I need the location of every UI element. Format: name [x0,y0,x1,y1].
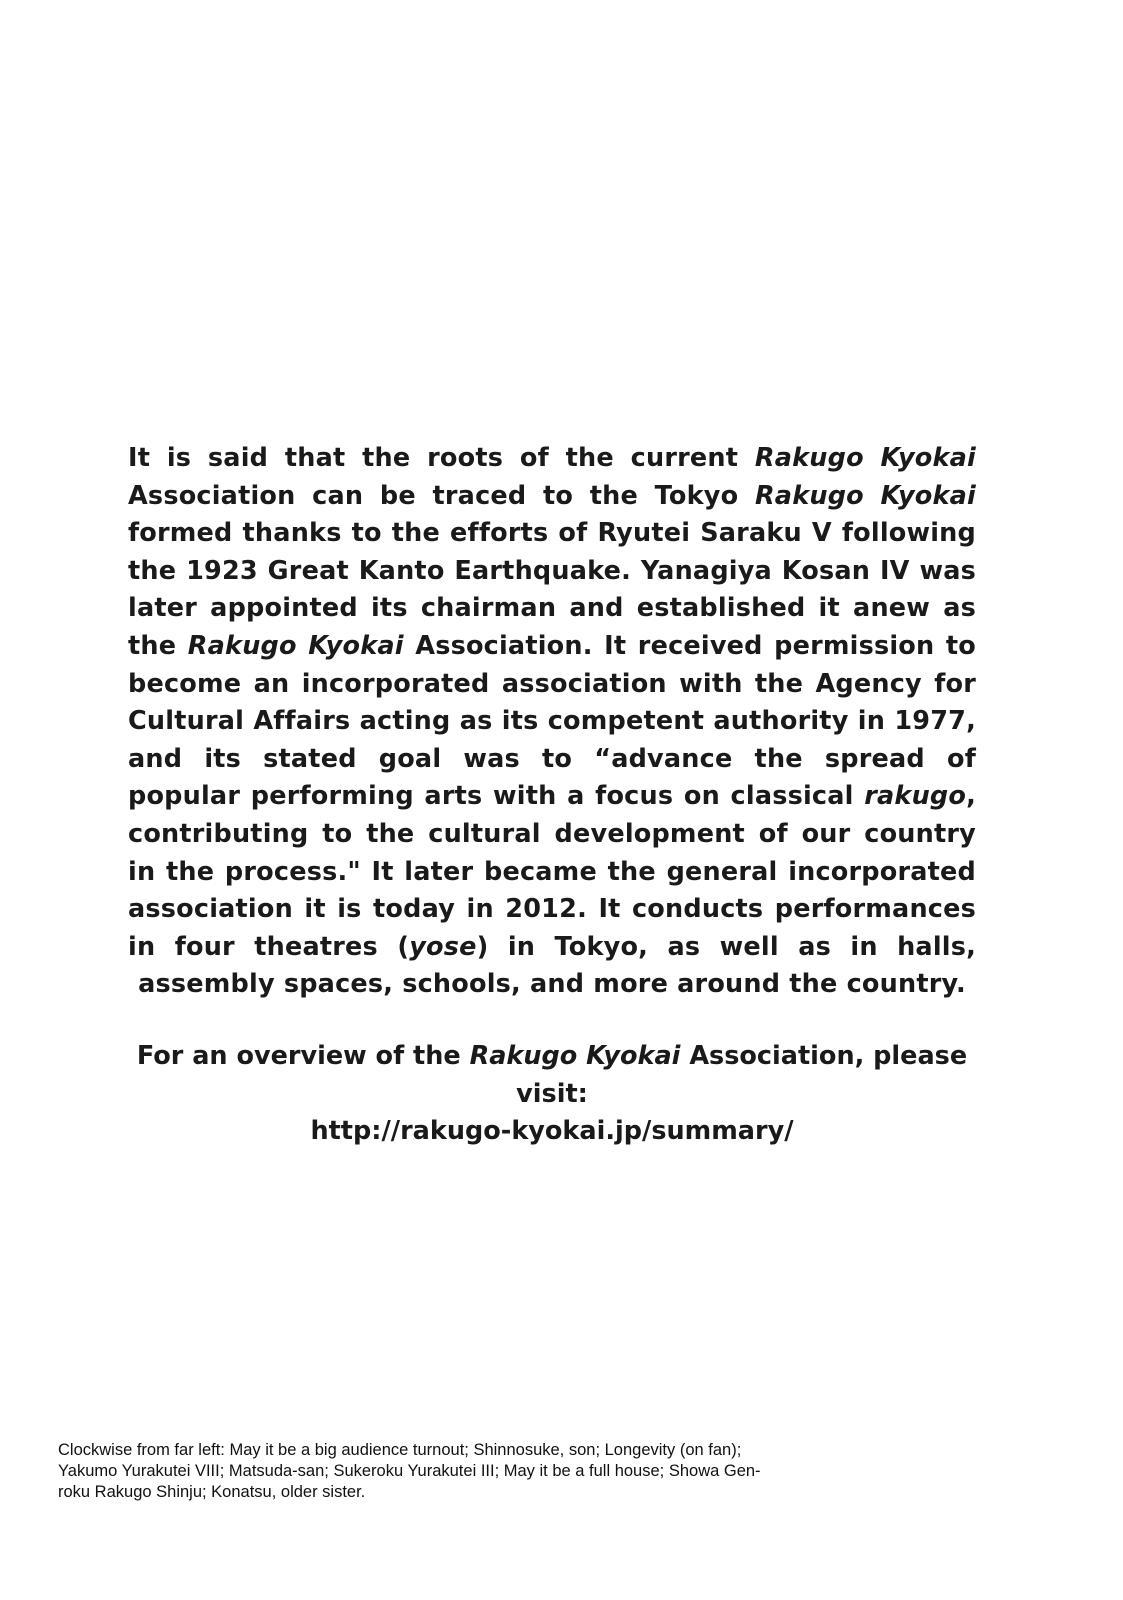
italic-term: Rakugo Kyokai [469,1041,681,1071]
italic-term: Rakugo Kyokai [754,480,977,511]
text-span: It is said that the roots of the current [128,443,755,473]
overview-line [128,1038,976,1113]
text-span: formed thanks to the efforts of Ryutei Saraku V following the 1923 Great Kanto Earthquake. Yanagiya Kosan IV was later appointed its chairman and established it anew as the [128,518,976,661]
caption-line-1: Clockwise from far left: May it be a big audience turnout; Shinnosuke, son; Longevity (on fan); [58,1441,742,1459]
history-paragraph [128,440,976,1004]
text-span: ) in Tokyo, as well as in halls, assembly spaces, schools, and more around the country. [138,931,976,1000]
text-span: Association, please visit: [516,1041,968,1109]
italic-term: Rakugo Kyokai [754,443,977,473]
text-span: , contributing to the cultural development of our country in the process." It later became the general incorporated association it is today in 2012. It conducts performances in four theatres ( [128,781,976,962]
main-paragraph [128,440,976,1004]
italic-term: rakugo [864,781,967,812]
italic-term: Rakugo Kyokai [187,630,404,661]
overview-url: http://rakugo-kyokai.jp/summary/ [310,1116,794,1147]
caption-block [58,1440,918,1503]
text-span: For an overview of the [136,1041,470,1071]
text-span: Association. It received permission to become an incorporated association with the Agency for Cultural Affairs acting as its competent authority in 1977, and its stated goal was to “advance the spread of popular performing arts with a focus on classical [128,630,976,812]
overview-block [128,1038,976,1151]
caption-line-2: Yakumo Yurakutei VIII; Matsuda-san; Sukeroku Yurakutei III; May it be a full house; Showa Gen- [58,1462,761,1480]
caption-line-3: roku Rakugo Shinju; Konatsu, older sister. [58,1483,366,1501]
italic-term: yose [409,931,477,962]
text-span: Association can be traced to the Tokyo [128,480,755,511]
